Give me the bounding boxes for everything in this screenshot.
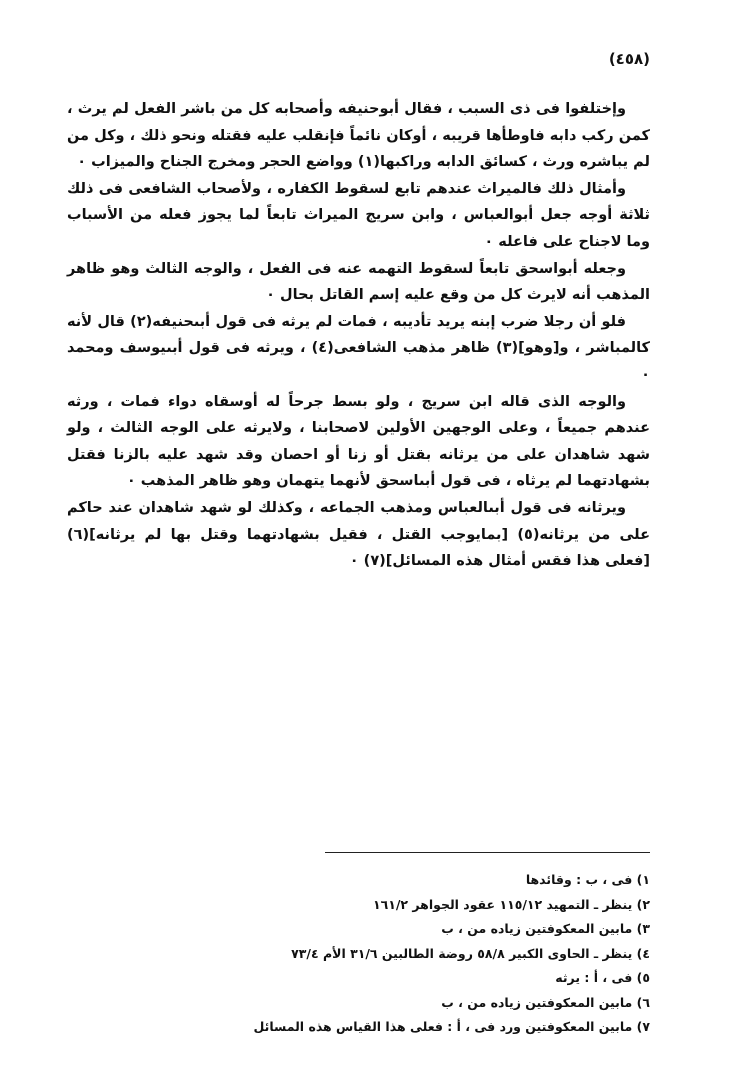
footnote: ٤) ينظر ـ الحاوى الكبير ٥٨/٨ روضة الطالبين ٣١/٦ الأم ٧٣/٤ xyxy=(291,945,650,961)
main-text xyxy=(67,96,650,575)
footnote: ٢) ينظر ـ التمهيد ١١٥/١٢ عقود الجواهر ١٦١/٢ xyxy=(372,896,650,912)
footnotes-list xyxy=(150,868,650,1040)
footnote-divider xyxy=(325,852,650,853)
footnote: ٦) مابين المعكوفتين زياده من ، ب xyxy=(441,994,650,1010)
footnote: ٣) مابين المعكوفتين زياده من ، ب xyxy=(441,921,650,936)
paragraph: فلو أن رجلا ضرب إبنه يريد تأديبه ، فمات لم يرثه فى قول أبىحنيفه(٢) قال لأنه كالمباشر ، و[وهو](٣) ظاهر مذهب الشافعى(٤) ، ويرثه فى قول أبىيوسف ومحمد ٠ xyxy=(67,313,650,383)
footnote: ٥) فى ، أ : يرثه xyxy=(555,970,650,985)
footnote: ١) فى ، ب : وقائدها xyxy=(525,872,650,887)
paragraph: والوجه الذى قاله ابن سريج ، ولو بسط جرحاً له أوسقاه دواء فمات ، ورثه عندهم جميعاً ، وعلى الوجهين الأولين لاصحابنا ، ولايرثه على الوجه الثالث ، ولو شهد شاهدان على من يرثانه بقتل أو زنا أو احصان وقد شهد عليه بالزنا فقتل بشهادتهما لم يرثاه ، فى قول أبىاسحق لأنهما يتهمان وهو ظاهر المذهب ٠ xyxy=(67,393,650,490)
paragraph: ويرثانه فى قول أبىالعباس ومذهب الجماعه ، وكذلك لو شهد شاهدان عند حاكم على من يرثانه(٥) [بمايوجب القتل ، فقيل بشهادتهما وقتل بها لم يرثانه](٦) [فعلى هذا فقس أمثال هذه المسائل](٧) ٠ xyxy=(67,499,650,570)
paragraph: وإختلفوا فى ذى السبب ، فقال أبوحنيفه وأصحابه كل من باشر الفعل لم يرث ، كمن ركب دابه فاوطأها قريبه ، أوكان نائماً فإنقلب عليه فقتله ونحو ذلك ، وكل من لم يباشره ورث ، كسائق الدابه وراكبها(١) وواضع الحجر ومخرج الجناح والميزاب ٠ xyxy=(67,101,650,171)
page-number: (٤٥٨) xyxy=(608,50,650,68)
footnote: ٧) مابين المعكوفتين ورد فى ، أ : فعلى هذا القياس هذه المسائل xyxy=(253,1019,650,1034)
paragraph: وجعله أبواسحق تابعاً لسقوط التهمه عنه فى الفعل ، والوجه الثالث وهو ظاهر المذهب أنه لايرث كل من وقع عليه إسم القاتل بحال ٠ xyxy=(67,260,650,304)
paragraph: وأمثال ذلك فالميراث عندهم تابع لسقوط الكفاره ، ولأصحاب الشافعى فى ذلك ثلاثة أوجه جعل أبوالعباس ، وابن سريج الميراث تابعاً لما يجوز فعله من الأسباب وما لاجناح على فاعله ٠ xyxy=(67,180,650,250)
